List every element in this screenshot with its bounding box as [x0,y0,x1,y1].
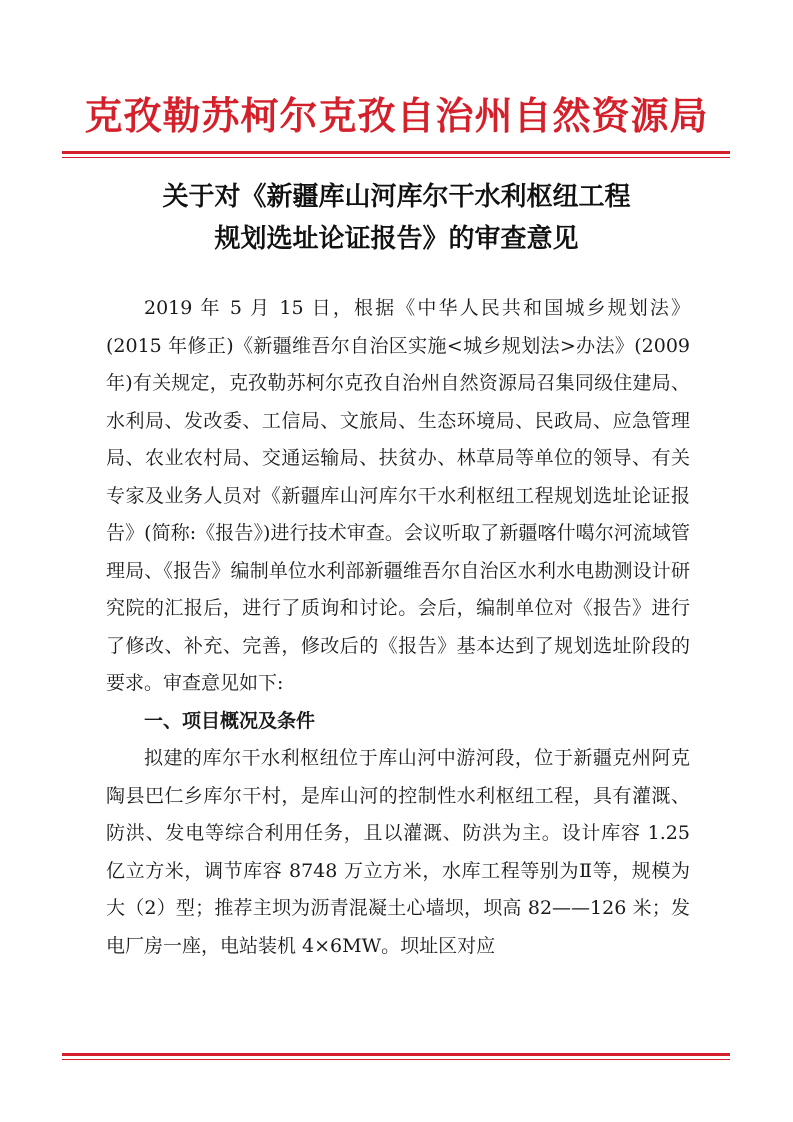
header-rule-thick [62,151,730,154]
section-heading-1: 一、项目概况及条件 [144,709,316,732]
header-rule-thin [62,157,730,158]
body-paragraph-1: 2019 年 5 月 15 日，根据《中华人民共和国城乡规划法》(2015 年修正)《新疆维吾尔自治区实施<城乡规划法>办法》(2009 年)有关规定，克孜勒苏柯尔克孜自治州自然资源局召集同级住建局、水利局、发改委、工信局、文旅局、生态环境局、民政局、应急管理局、农业农村局、交通运输局、扶贫办、林草局等单位的领导、有关专家及业务人员对《新疆库山河库尔干水利枢纽工程规划选址论证报告》(简称:《报告》)进行技术审查。会议听取了新疆喀什噶尔河流域管理局、《报告》编制单位水利部新疆维吾尔自治区水利水电勘测设计研究院的汇报后，进行了质询和讨论。会后，编制单位对《报告》进行了修改、补充、完善，修改后的《报告》基本达到了规划选址阶段的要求。审查意见如下: [106,297,690,694]
document-title-line-2: 规划选址论证报告》的审查意见 [214,224,579,254]
document-title-line-1: 关于对《新疆库山河库尔干水利枢纽工程 [162,182,631,212]
issuing-organization-header: 克孜勒苏柯尔克孜自治州自然资源局 [84,93,709,138]
document-body [106,290,690,965]
body-paragraph-2: 拟建的库尔干水利枢纽位于库山河中游河段，位于新疆克州阿克陶县巴仁乡库尔干村，是库山河的控制性水利枢纽工程，具有灌溉、防洪、发电等综合利用任务，且以灌溉、防洪为主。设计库容 1.25 亿立方米，调节库容 8748 万立方米，水库工程等别为Ⅱ等，规模为大（2）型；推荐主坝为沥青混凝土心墙坝，坝高 82——126 米；发电厂房一座，电站装机 4×6MW。坝址区对应 [106,747,690,957]
footer-rule-thin [62,1059,730,1060]
footer-rule-thick [62,1053,730,1056]
